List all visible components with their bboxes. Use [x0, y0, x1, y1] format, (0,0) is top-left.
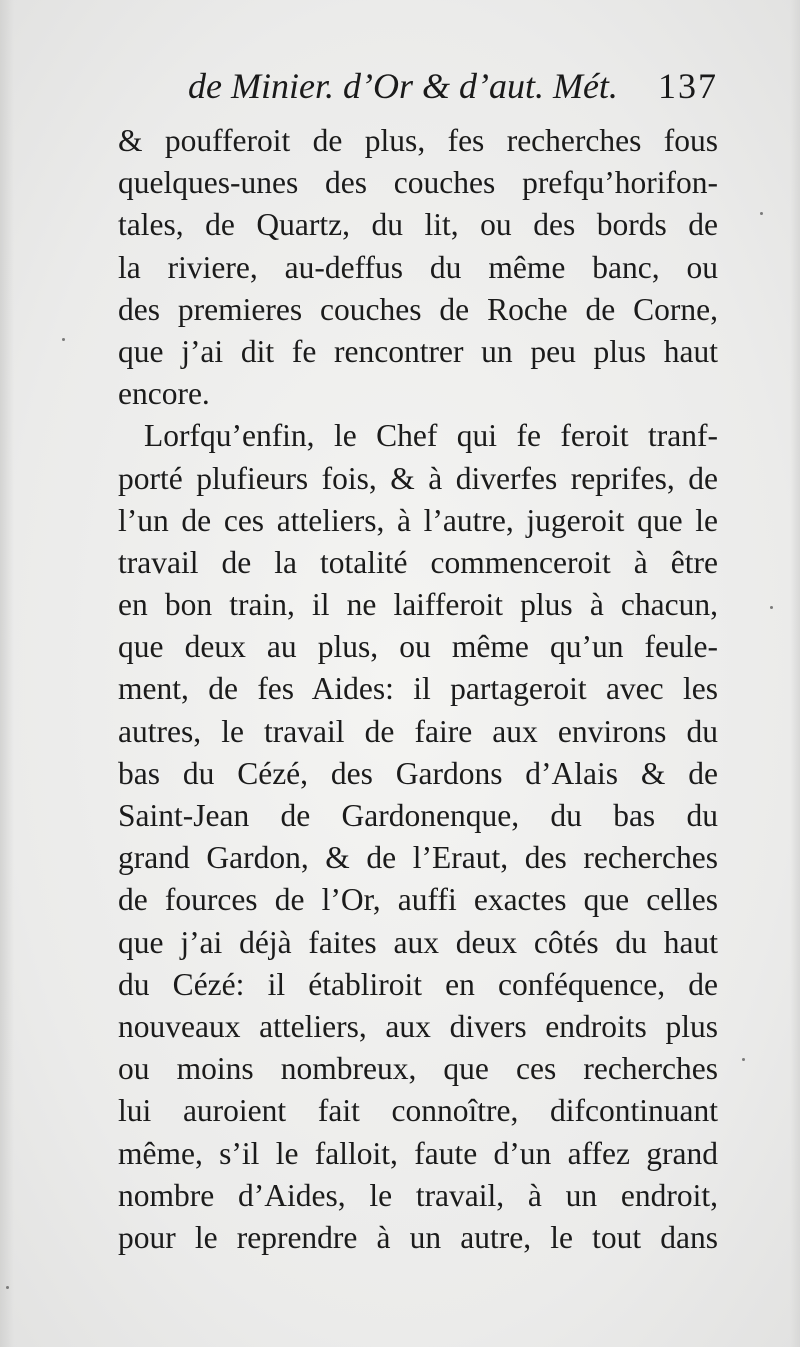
- text-line: que j’ai déjà faites aux deux côtés du haut: [118, 924, 718, 960]
- text-line: que deux au plus, ou même qu’un feule-: [118, 629, 718, 665]
- text-line: nombre d’Aides, le travail, à un endroit,: [118, 1177, 718, 1213]
- page-number: 137: [658, 66, 718, 106]
- text-line: bas du Cézé, des Gardons d’Alais & de: [118, 755, 718, 791]
- text-line: tales, de Quartz, du lit, ou des bords de: [118, 207, 718, 243]
- page-header: [118, 64, 718, 108]
- text-line: porté plufieurs fois, & à diverfes reprifes, de: [118, 460, 718, 496]
- paper-speck: [770, 606, 773, 609]
- paper-speck: [760, 212, 763, 215]
- page-edge-left: [0, 0, 14, 1347]
- paper-speck: [62, 338, 65, 341]
- text-line: que j’ai dit fe rencontrer un peu plus haut: [118, 333, 718, 369]
- text-line: des premieres couches de Roche de Corne,: [118, 291, 718, 327]
- text-line: Saint-Jean de Gardonenque, du bas du: [118, 798, 718, 833]
- text-line: lui auroient fait connoître, difcontinuant: [118, 1093, 718, 1129]
- paper-speck: [742, 1058, 745, 1061]
- text-line: de fources de l’Or, auffi exactes que celles: [118, 882, 718, 918]
- text-line: quelques-unes des couches prefqu’horifon-: [118, 165, 718, 201]
- text-line: la riviere, au-deffus du même banc, ou: [118, 249, 718, 285]
- text-line: nouveaux atteliers, aux divers endroits plus: [118, 1008, 718, 1044]
- running-title: de Minier. d’Or & d’aut. Mét.: [188, 66, 618, 106]
- body-text: [118, 120, 718, 1259]
- text-line: encore.: [118, 376, 210, 412]
- text-line: & poufferoit de plus, fes recherches fous: [118, 123, 718, 158]
- text-line: l’un de ces atteliers, à l’autre, jugeroit que le: [118, 502, 718, 538]
- text-line: travail de la totalité commenceroit à être: [118, 544, 718, 580]
- paragraph-first-line: Lorfqu’enfin, le Chef qui fe feroit tranf-: [144, 418, 718, 454]
- text-line: pour le reprendre à un autre, le tout dans: [118, 1219, 718, 1255]
- paper-speck: [6, 1286, 9, 1289]
- text-line: autres, le travail de faire aux environs du: [118, 713, 718, 749]
- text-line: grand Gardon, & de l’Eraut, des recherches: [118, 840, 718, 876]
- text-line: en bon train, il ne laifferoit plus à chacun,: [118, 587, 718, 623]
- text-line: du Cézé: il établiroit en conféquence, de: [118, 966, 718, 1002]
- text-line: ment, de fes Aides: il partageroit avec les: [118, 671, 718, 707]
- text-line: ou moins nombreux, que ces recherches: [118, 1051, 718, 1087]
- page-edge-right: [790, 0, 800, 1347]
- text-line: même, s’il le falloit, faute d’un affez grand: [118, 1135, 718, 1171]
